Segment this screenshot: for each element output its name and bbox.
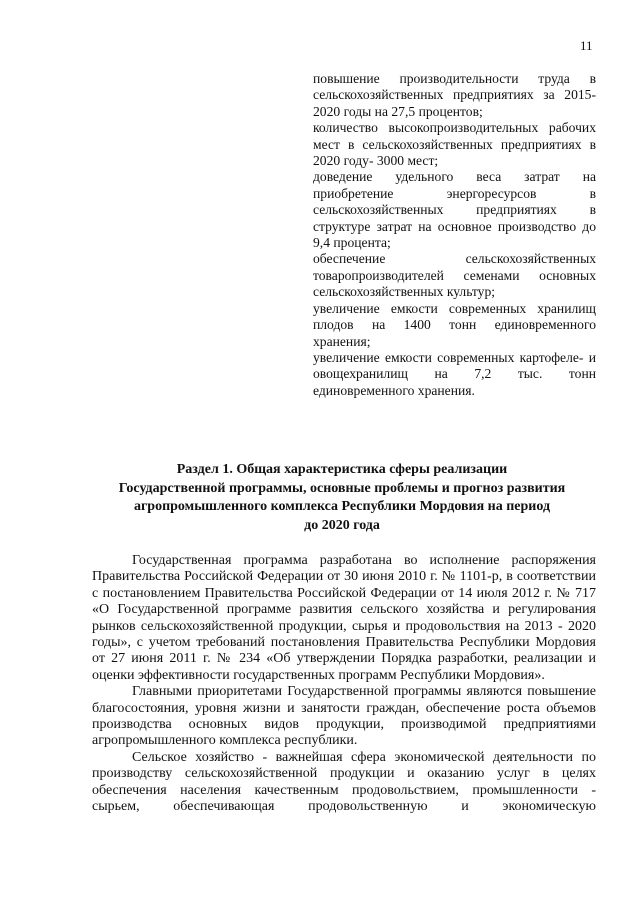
section-heading-line: Раздел 1. Общая характеристика сферы реализации <box>176 462 508 477</box>
target-indicators-list <box>313 71 596 399</box>
target-item: доведение удельного веса затрат на приобретение энергоресурсов в сельскохозяйственных предприятиях в структуре затрат на основное производство до 9,4 процента; <box>313 169 596 251</box>
body-paragraph: Сельское хозяйство - важнейшая сфера экономической деятельности по производству сельскохозяйственной продукции и оказанию услуг в целях обеспечения населения качественным продовольствием, промышленности - сырьем, обеспечивающая продовольственную и экономическую <box>92 749 596 815</box>
target-item: обеспечение сельскохозяйственных товаропроизводителей семенами основных сельскохозяйственных культур; <box>313 251 596 300</box>
target-item: увеличение емкости современных хранилищ плодов на 1400 тонн единовременного хранения; <box>313 300 596 349</box>
section-heading-line: Государственной программы, основные проблемы и прогноз развития <box>118 480 566 496</box>
target-item: повышение производительности труда в сельскохозяйственных предприятиях за 2015-2020 годы на 27,5 процентов; <box>313 71 596 119</box>
body-paragraph: Государственная программа разработана во исполнение распоряжения Правительства Российской Федерации от 30 июня 2010 г. № 1101-р, в соответствии с постановлением Правительства Российской Федерации от 14 июля 2012 г. № 717 «О Государственной программе развития сельского хозяйства и регулирования рынков сельскохозяйственной продукции, сырья и продовольствия на 2013 - 2020 годы», с учетом требований постановления Правительства Республики Мордовия от 27 июня 2011 г. № 234 «Об утверждении Порядка разработки, реализации и оценки эффективности государственных программ Республики Мордовия». <box>92 553 596 683</box>
page-number: 11 <box>580 38 593 53</box>
body-text <box>92 553 596 816</box>
section-heading-line: до 2020 года <box>304 517 380 533</box>
section-heading <box>92 461 592 535</box>
target-item: количество высокопроизводительных рабочих мест в сельскохозяйственных предприятиях в 2020 году- 3000 мест; <box>313 120 596 169</box>
section-heading-line: агропромышленного комплекса Республики Мордовия на период <box>133 499 551 514</box>
body-paragraph: Главными приоритетами Государственной программы являются повышение благосостояния, уровня жизни и занятости граждан, обеспечение роста объемов производства основных видов продукции, производимой предприятиями агропромышленного комплекса республики. <box>92 684 596 749</box>
target-item: увеличение емкости современных картофеле- и овощехранилищ на 7,2 тыс. тонн единовременного хранения. <box>313 349 596 398</box>
